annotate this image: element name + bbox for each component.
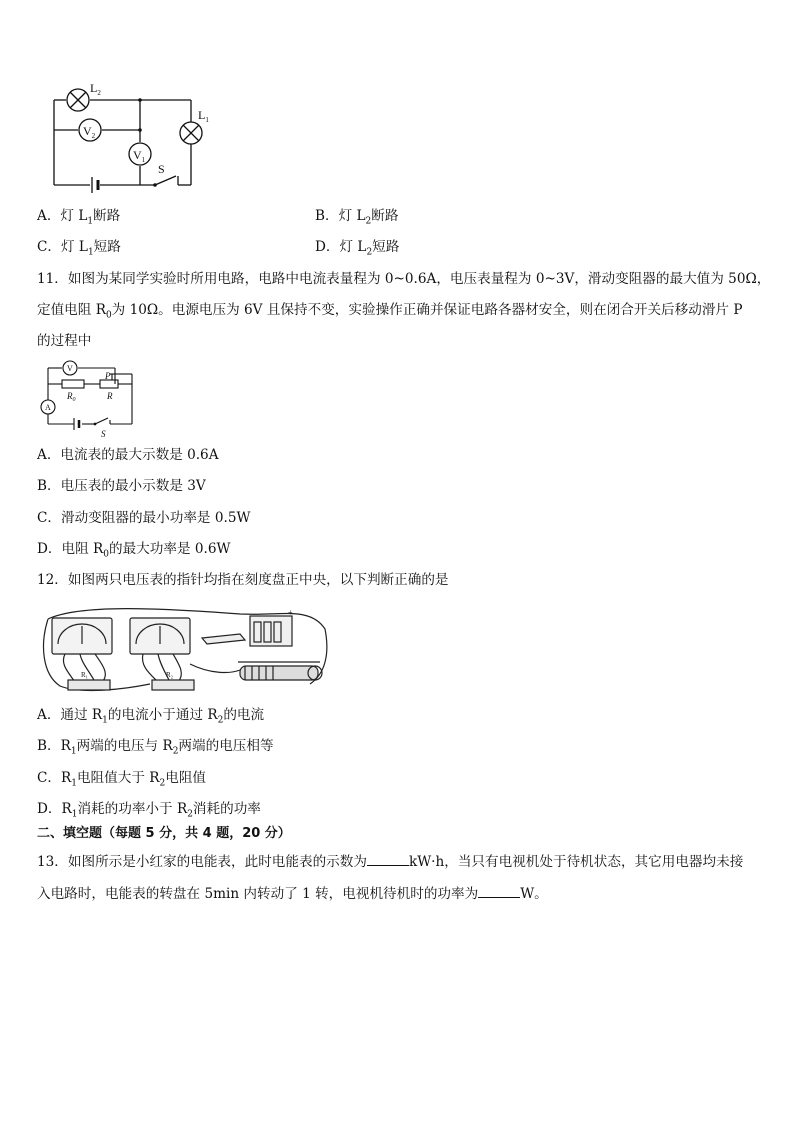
q12-stem: 12．如图两只电压表的指针均指在刻度盘正中央，以下判断正确的是 [37,572,449,588]
label-V: V [67,364,73,373]
q11-stem-line2: 定值电阻 $R_0$为 10Ω。电源电压为 6V 且保持不变，实验操作正确并保证电路各器材安全，则在闭合开关后移动滑片 P [37,302,743,321]
q11-option-b[interactable]: B．电压表的最小示数是 3V [37,478,206,494]
label-R2: R₂ [166,671,174,679]
q11-stem-line1: 11．如图为某同学实验时所用电路，电路中电流表量程为 0~0.6A，电压表量程为 0~3V，滑动变阻器的最大值为 50Ω， [37,271,771,287]
label-R0: $R_0$ [67,391,76,403]
label-plus: + [288,608,293,617]
q11-option-c[interactable]: C．滑动变阻器的最小功率是 0.5W [37,510,251,526]
q10-option-c[interactable]: C．灯 $L_1$短路 [37,239,121,258]
q11-option-a[interactable]: A．电流表的最大示数是 0.6A [37,447,219,463]
label-A: A [45,403,51,412]
q10-option-a[interactable]: A．灯 $L_1$断路 [37,208,121,227]
section-heading-fill-in: 二、填空题（每题 5 分，共 4 题，20 分） [37,826,291,841]
circuit-diagram-q11 [40,360,140,440]
label-V1: $V_1$ [133,148,146,164]
label-L2: $L_2$ [90,81,101,97]
q11-stem-line3: 的过程中 [37,333,92,349]
label-R: R [107,391,113,401]
q11-option-d[interactable]: D．电阻 $R_0$的最大功率是 0.6W [37,541,231,560]
circuit-diagram-q10 [48,80,218,190]
q12-option-c[interactable]: C．$R_1$电阻值大于 $R_2$电阻值 [37,770,207,789]
q10-option-b[interactable]: B．灯 $L_2$断路 [315,208,399,227]
q13-stem-line1: 13．如图所示是小红家的电能表，此时电能表的示数为 kW·h，当只有电视机处于待机状态，其它用电器均未接 [37,854,744,870]
label-S: S [101,429,106,439]
label-R1: R₁ [81,671,89,679]
label-L1: $L_1$ [198,108,209,124]
q13-blank-2[interactable] [478,884,520,898]
label-P: P [105,371,111,381]
q13-blank-1[interactable] [367,852,409,866]
apparatus-photo-q12 [40,604,330,696]
q12-option-b[interactable]: B．$R_1$两端的电压与 $R_2$两端的电压相等 [37,738,274,757]
q13-stem-line2: 入电路时，电能表的转盘在 5min 内转动了 1 转，电视机待机时的功率为 W。 [37,886,548,902]
q12-option-d[interactable]: D．$R_1$消耗的功率小于 $R_2$消耗的功率 [37,801,261,820]
q12-option-a[interactable]: A．通过 $R_1$的电流小于通过 $R_2$的电流 [37,707,265,726]
q10-option-d[interactable]: D．灯 $L_2$短路 [315,239,400,258]
label-S: S [158,162,165,176]
label-V2: $V_2$ [83,124,96,140]
